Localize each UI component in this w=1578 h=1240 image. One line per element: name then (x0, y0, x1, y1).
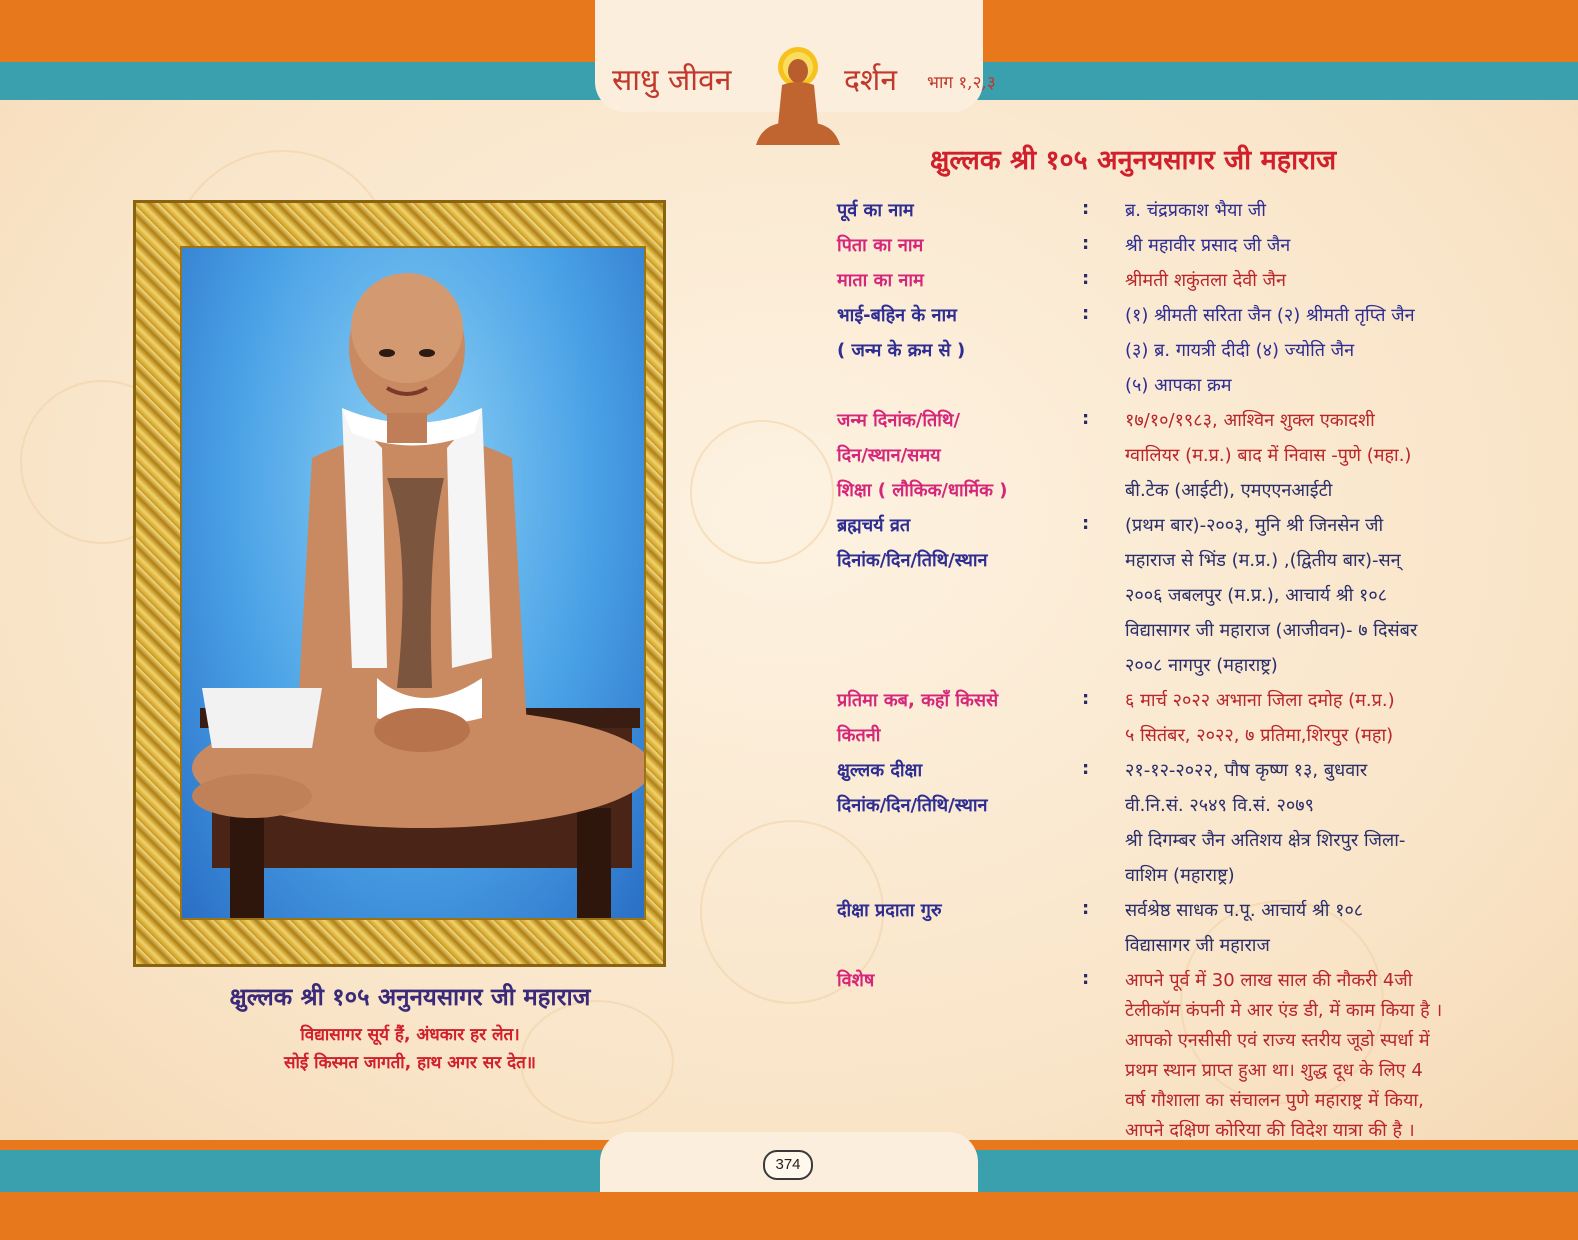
info-value: श्री दिगम्बर जैन अतिशय क्षेत्र शिरपुर जिला- (1125, 830, 1406, 851)
info-colon: : (1082, 898, 1090, 919)
info-row-father-name (837, 233, 1557, 267)
info-value: ग्वालियर (म.प्र.) बाद में निवास -पुणे (महा.) (1125, 445, 1412, 466)
info-label: विशेष (837, 970, 875, 991)
info-value: ६ मार्च २०२२ अभाना जिला दमोह (म.प्र.) (1125, 690, 1395, 711)
info-row-former-name (837, 198, 1557, 232)
meditating-guru-icon (752, 45, 844, 153)
info-label: ( जन्म के क्रम से ) (837, 340, 966, 361)
info-value: २००६ जबलपुर (म.प्र.), आचार्य श्री १०८ (1125, 585, 1388, 606)
info-special-line (837, 1118, 1557, 1152)
info-row-brahmacharya-cont (837, 618, 1557, 652)
info-value: श्रीमती शकुंतला देवी जैन (1125, 270, 1287, 291)
info-value: टेलीकॉम कंपनी मे आर एंड डी, में काम किया है । (1125, 1000, 1443, 1021)
info-label: दिनांक/दिन/तिथि/स्थान (837, 550, 988, 571)
info-value: विद्यासागर जी महाराज (1125, 935, 1270, 956)
info-value: आपको एनसीसी एवं राज्य स्तरीय जूडो स्पर्धा में (1125, 1030, 1430, 1051)
info-value: प्रथम स्थान प्राप्त हुआ था। शुद्ध दूध के लिए 4 (1125, 1060, 1423, 1081)
info-special-line (837, 998, 1557, 1032)
info-colon: : (1082, 758, 1090, 779)
info-value: बी.टेक (आईटी), एमएएनआईटी (1125, 480, 1333, 501)
info-value: (प्रथम बार)-२००३, मुनि श्री जिनसेन जी (1125, 515, 1384, 536)
info-value: वाशिम (महाराष्ट्र) (1125, 865, 1235, 886)
info-colon: : (1082, 303, 1090, 324)
photo-caption-verse-line-1: विद्यासागर सूर्य हैं, अंधकार हर लेत। (300, 1025, 520, 1045)
book-title-volume: भाग १,२,३ (927, 73, 996, 93)
info-value: २००८ नागपुर (महाराष्ट्र) (1125, 655, 1278, 676)
info-label: ब्रह्मचर्य व्रत (837, 515, 911, 536)
info-value: ५ सितंबर, २०२२, ७ प्रतिमा,शिरपुर (महा) (1125, 725, 1394, 746)
info-value: १७/१०/१९८३, आश्विन शुक्ल एकादशी (1125, 410, 1375, 431)
info-value: वर्ष गौशाला का संचालन पुणे महाराष्ट्र में किया, (1125, 1090, 1424, 1111)
info-row-diksha (837, 758, 1557, 792)
info-row-siblings-cont (837, 338, 1557, 372)
info-special-line (837, 1088, 1557, 1122)
info-label: भाई-बहिन के नाम (837, 305, 957, 326)
info-row-guru (837, 898, 1557, 932)
info-label: माता का नाम (837, 270, 924, 291)
info-value: आपने दक्षिण कोरिया की विदेश यात्रा की है । (1125, 1120, 1415, 1141)
info-row-brahmacharya-cont (837, 653, 1557, 687)
info-value: २१-१२-२०२२, पौष कृष्ण १३, बुधवार (1125, 760, 1368, 781)
info-colon: : (1082, 513, 1090, 534)
info-value: (५) आपका क्रम (1125, 375, 1232, 396)
info-value: ब्र. चंद्रप्रकाश भैया जी (1125, 200, 1266, 221)
info-value: वी.नि.सं. २५४९ वि.सं. २०७९ (1125, 795, 1314, 816)
decorative-swirl (690, 420, 834, 564)
info-value: श्री महावीर प्रसाद जी जैन (1125, 235, 1291, 256)
photo-caption-name: क्षुल्लक श्री १०५ अनुनयसागर जी महाराज (229, 983, 591, 1011)
info-value: (३) ब्र. गायत्री दीदी (४) ज्योति जैन (1125, 340, 1355, 361)
info-special-line (837, 1058, 1557, 1092)
info-special-line (837, 968, 1557, 1002)
info-label: प्रतिमा कब, कहाँ किससे (837, 690, 999, 711)
info-row-diksha-cont (837, 793, 1557, 827)
info-row-pratima (837, 688, 1557, 722)
info-label: कितनी (837, 725, 881, 746)
main-title: क्षुल्लक श्री १०५ अनुनयसागर जी महाराज (930, 145, 1337, 176)
book-title-left: साधु जीवन (612, 63, 732, 98)
info-label: जन्म दिनांक/तिथि/ (837, 410, 961, 431)
info-row-birth (837, 408, 1557, 442)
info-label: दिन/स्थान/समय (837, 445, 941, 466)
info-row-guru-cont (837, 933, 1557, 967)
info-colon: : (1082, 198, 1090, 219)
info-row-brahmacharya-cont (837, 548, 1557, 582)
info-colon: : (1082, 268, 1090, 289)
info-colon: : (1082, 408, 1090, 429)
info-row-siblings (837, 303, 1557, 337)
info-value: विद्यासागर जी महाराज (आजीवन)- ७ दिसंबर (1125, 620, 1418, 641)
info-special-line (837, 1028, 1557, 1062)
photo-caption-verse-line-2: सोई किस्मत जागती, हाथ अगर सर देत॥ (284, 1053, 536, 1073)
info-label: दीक्षा प्रदाता गुरु (837, 900, 942, 921)
info-row-education (837, 478, 1557, 512)
info-value: महाराज से भिंड (म.प्र.) ,(द्वितीय बार)-सन् (1125, 550, 1401, 571)
info-value: सर्वश्रेष्ठ साधक प.पू. आचार्य श्री १०८ (1125, 900, 1364, 921)
info-label: शिक्षा ( लौकिक/धार्मिक ) (837, 480, 1008, 501)
info-row-siblings-cont (837, 373, 1557, 407)
info-row-birth-cont (837, 443, 1557, 477)
info-label: दिनांक/दिन/तिथि/स्थान (837, 795, 988, 816)
info-colon: : (1082, 968, 1090, 989)
info-label: पिता का नाम (837, 235, 924, 256)
info-colon: : (1082, 233, 1090, 254)
book-title-right: दर्शन (844, 63, 897, 98)
info-value: आपने पूर्व में 30 लाख साल की नौकरी 4जी (1125, 970, 1413, 991)
info-row-brahmacharya (837, 513, 1557, 547)
info-label: क्षुल्लक दीक्षा (837, 760, 923, 781)
info-row-diksha-cont (837, 863, 1557, 897)
info-label: पूर्व का नाम (837, 200, 914, 221)
page-number: 374 (763, 1150, 813, 1180)
info-row-brahmacharya-cont (837, 583, 1557, 617)
info-colon: : (1082, 688, 1090, 709)
info-row-mother-name (837, 268, 1557, 302)
seated-monk-figure (182, 248, 644, 918)
info-row-pratima-cont (837, 723, 1557, 757)
info-value: (१) श्रीमती सरिता जैन (२) श्रीमती तृप्ति जैन (1125, 305, 1415, 326)
info-row-diksha-cont (837, 828, 1557, 862)
portrait-photo (180, 246, 646, 920)
